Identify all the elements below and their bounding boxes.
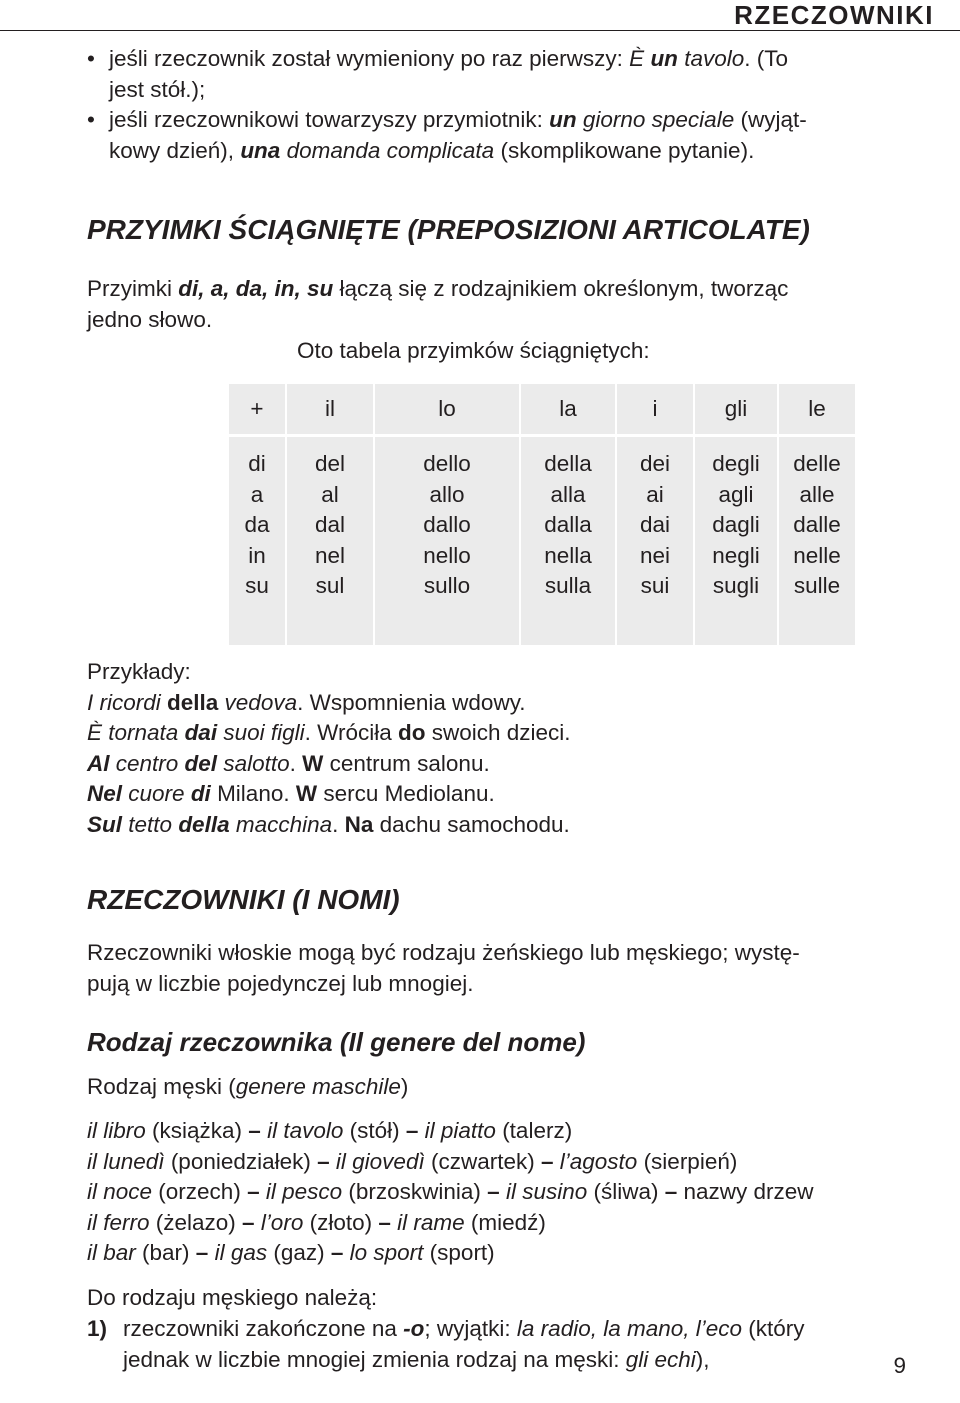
text-segment: il susino [499, 1179, 588, 1204]
table-cell: delle [793, 451, 841, 476]
text-segment: – [487, 1179, 500, 1204]
table-header-cell: il [287, 384, 373, 434]
list-line [123, 1345, 909, 1376]
table-cell: sugli [712, 573, 760, 599]
page-number: 9 [893, 1352, 906, 1378]
table-header-cell: le [779, 384, 855, 434]
table-cell: della [544, 451, 592, 476]
table-column [375, 437, 519, 645]
examples [87, 657, 909, 840]
table-header-cell: i [617, 384, 693, 434]
table-cell: sui [640, 573, 670, 599]
text-segment: – [378, 1209, 391, 1235]
table-cell: sulle [793, 573, 841, 599]
table-cell: nello [423, 542, 471, 568]
table-cell: degli [712, 451, 760, 476]
text-segment: l’oro [254, 1209, 304, 1235]
table-cell: dalla [544, 512, 592, 538]
example-line: Al centro del salotto. W centrum salonu. [87, 750, 490, 776]
text-segment: il lunedì [87, 1148, 165, 1174]
text-segment: il giovedì [329, 1148, 425, 1174]
example-line: Sul tetto della macchina. Na dachu samochodu. [87, 811, 570, 837]
text-segment: -o [403, 1316, 425, 1341]
text-segment: (sport) [423, 1240, 495, 1265]
table-cell: dal [314, 512, 346, 538]
table-column [287, 437, 373, 645]
text-segment: il piatto [418, 1118, 496, 1143]
text-segment: (poniedziałek) [164, 1148, 318, 1174]
running-head: RZECZOWNIKI [734, 0, 934, 30]
table-cell: dello [423, 451, 471, 476]
text-segment: – [405, 1118, 419, 1143]
text-segment: gli echi [625, 1346, 696, 1372]
text-segment: (orzech) [152, 1179, 248, 1204]
table-cell: alle [799, 481, 835, 507]
text-segment: – [540, 1148, 554, 1174]
text-segment: l’agosto [553, 1148, 638, 1174]
text-segment: (gaz) [267, 1240, 331, 1265]
nomi-text: Rzeczowniki włoskie mogą być rodzaju żeńskiego lub męskiego; wystę- pują w liczbie pojedynczej lub mnogiej. [87, 940, 800, 996]
masc-belong: Do rodzaju męskiego należą: [87, 1285, 378, 1310]
table-cell: dai [639, 512, 671, 538]
table-cell: agli [718, 481, 754, 507]
table-cell: nella [544, 542, 592, 568]
table-column [695, 437, 777, 645]
text-segment: (książka) [145, 1118, 249, 1143]
text-segment: ), [695, 1346, 710, 1372]
table-header-cell: lo [375, 384, 519, 434]
table-cell: sullo [423, 573, 471, 599]
masculine-examples [87, 1116, 909, 1269]
masc-line [87, 1238, 909, 1269]
table-cell: allo [429, 481, 465, 507]
table-cell: nelle [793, 542, 841, 568]
numbered-list [87, 1314, 909, 1375]
heading-genere: Rodzaj rzeczownika (Il genere del nome) [87, 1027, 586, 1057]
text-segment: la radio, la mano, l’eco [516, 1316, 743, 1341]
text-segment: lo sport [343, 1240, 424, 1265]
bullet-list [87, 44, 909, 166]
table-cell: di [248, 451, 266, 476]
table-column [229, 437, 285, 645]
text-segment: rzeczowniki zakończone na [123, 1316, 404, 1341]
table-cell: dallo [423, 512, 471, 538]
table-column [521, 437, 615, 645]
table-header-cell: + [229, 384, 285, 434]
table-cell: nei [639, 542, 671, 568]
text-segment: – [664, 1179, 678, 1204]
text-segment: – [248, 1118, 261, 1143]
table-cell: dagli [712, 512, 760, 538]
text-segment: – [330, 1240, 344, 1265]
example-line: È tornata dai suoi figli. Wróciła do swoich dzieci. [87, 720, 571, 745]
list-number: 1) [87, 1316, 108, 1341]
prep-table [229, 384, 855, 646]
text-segment: (miedź) [464, 1209, 546, 1235]
examples-label: Przykłady: [87, 659, 191, 684]
masc-line [87, 1208, 909, 1239]
table-cell: del [314, 451, 346, 476]
header-rule [0, 30, 960, 31]
text-segment: il tavolo [260, 1118, 344, 1143]
heading-nomi: RZECZOWNIKI (I NOMI) [87, 884, 400, 915]
table-cell: sulla [544, 573, 592, 599]
table-caption: Oto tabela przyimków ściągniętych: [297, 338, 650, 363]
table-column [617, 437, 693, 645]
list-line [123, 1314, 909, 1345]
table-cell: al [321, 481, 339, 507]
text-segment: (który [742, 1316, 805, 1341]
text-segment: il rame [390, 1209, 465, 1235]
table-cell: sul [315, 573, 345, 599]
masc-line [87, 1147, 909, 1178]
text-segment: il gas [208, 1240, 268, 1265]
example-line: I ricordi della vedova. Wspomnienia wdowy. [87, 689, 526, 715]
example-line: Nel cuore di Milano. W sercu Mediolanu. [87, 781, 495, 806]
text-segment: (śliwa) [587, 1179, 665, 1204]
text-segment: (złoto) [303, 1209, 379, 1235]
text-segment: – [317, 1148, 330, 1174]
table-cell: dei [639, 451, 671, 476]
table-cell: su [245, 573, 269, 599]
heading-preposizioni: PRZYIMKI ŚCIĄGNIĘTE (PREPOSIZIONI ARTICOLATE) [87, 214, 810, 245]
table-cell: nel [314, 542, 346, 568]
table-cell: alla [550, 481, 586, 507]
bullet-item: • jeśli rzeczownikowi towarzyszy przymiotnik: un giorno speciale (wyjąt- kowy dzień), una domanda complicata (skomplikowane pytanie). [87, 105, 909, 166]
text-segment: (sierpień) [637, 1148, 738, 1174]
bullet-item: • jeśli rzeczownik został wymieniony po raz pierwszy: È un tavolo. (To jest stół.); [87, 44, 909, 105]
text-segment: nazwy drzew [677, 1179, 814, 1204]
table-cell: a [250, 481, 264, 507]
text-segment: jednak w liczbie mnogiej zmienia rodzaj na męski: [123, 1346, 626, 1372]
text-segment: il pesco [259, 1179, 343, 1204]
prep-intro: Przyimki di, a, da, in, su łączą się z rodzajnikiem określonym, tworząc jedno słowo. [87, 276, 789, 332]
masc-line [87, 1116, 909, 1147]
text-segment: (stół) [343, 1118, 406, 1143]
table-cell: ai [646, 481, 664, 507]
table-header-cell: la [521, 384, 615, 434]
table-column [779, 437, 855, 645]
text-segment: (żelazo) [149, 1209, 243, 1235]
text-segment: ; wyjątki: [424, 1316, 517, 1341]
genere-intro: Rodzaj męski (genere maschile) [87, 1074, 409, 1099]
list-item [123, 1314, 909, 1375]
text-segment: (brzoskwinia) [342, 1179, 488, 1204]
text-segment: il noce [87, 1179, 153, 1204]
masc-line [87, 1177, 909, 1208]
table-cell: da [244, 512, 270, 538]
text-segment: il bar [87, 1240, 136, 1265]
table-header-cell: gli [695, 384, 777, 434]
text-segment: il ferro [87, 1209, 150, 1235]
text-segment: – [242, 1209, 255, 1235]
text-segment: il libro [87, 1118, 146, 1143]
text-segment: (bar) [135, 1240, 196, 1265]
table-cell: dalle [793, 512, 841, 538]
text-segment: – [247, 1179, 260, 1204]
text-segment: (czwartek) [424, 1148, 541, 1174]
table-cell: negli [712, 542, 760, 568]
table-cell: in [248, 542, 266, 568]
text-segment: (talerz) [495, 1118, 573, 1143]
text-segment: – [195, 1240, 209, 1265]
